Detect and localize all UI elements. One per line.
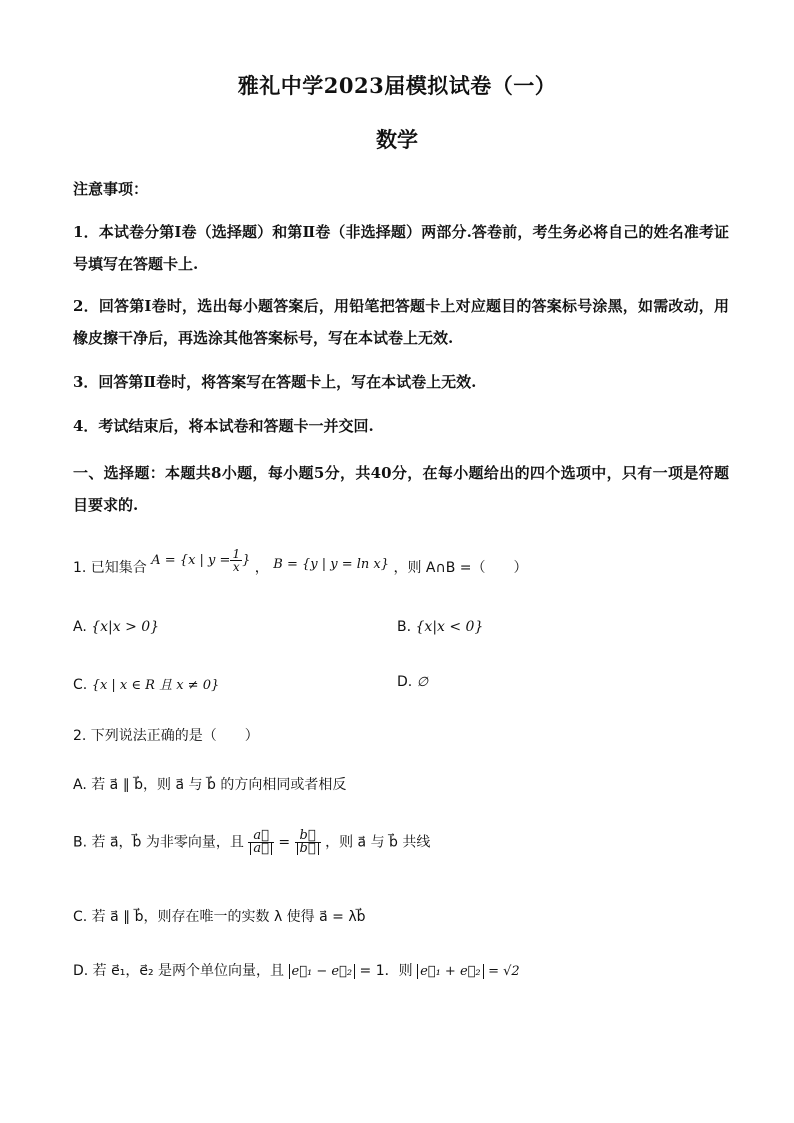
q2-option-a: A. 若 a⃗ ∥ b⃗，则 a⃗ 与 b⃗ 的方向相同或者相反 <box>73 777 347 793</box>
notice-item-4: 4．考试结束后，将本试卷和答题卡一并交回. <box>73 417 374 435</box>
notice-heading: 注意事项： <box>73 180 149 198</box>
q1-set-a: A = {x | y = $\frac{1}{x}$ } <box>151 547 251 574</box>
notice-item-2: 2．回答第Ⅰ卷时，选出每小题答案后，用铅笔把答题卡上对应题目的答案标号涂黑，如需改动，用橡皮擦干净后，再选涂其他答案标号，写在本试卷上无效. <box>73 297 729 347</box>
notice-item-3: 3．回答第Ⅱ卷时，将答案写在答题卡上，写在本试卷上无效. <box>73 373 477 391</box>
q1-fraction: $\frac{1}{x}$ <box>232 547 241 574</box>
q1-option-b: B. {x|x < 0} <box>397 619 484 635</box>
q1-suffix: ，则 A∩B =（ ） <box>393 560 528 576</box>
q2-option-b: B. 若 a⃗，b⃗ 为非零向量，且 $\frac{a⃗}{a⃗}$ = $\frac{b⃗}{b⃗}$ ，则 a⃗ 与 b⃗ 共线 <box>73 828 431 856</box>
q1-option-d: D. ∅ <box>397 674 429 690</box>
q2-fraction-a: $\frac{a⃗}{a⃗}$ <box>248 830 274 855</box>
page-title: 雅礼中学2023届模拟试卷（一） <box>237 73 557 98</box>
q1-prefix: 1. 已知集合 <box>73 560 147 576</box>
question-2: 2. 下列说法正确的是（ ） <box>73 728 259 744</box>
section-heading: 一、选择题：本题共8小题，每小题5分，共40分，在每小题给出的四个选项中，只有一项是符题目要求的. <box>73 464 729 514</box>
q2-option-d: D. 若 e⃗₁，e⃗₂ 是两个单位向量，且 e⃗₁ − e⃗₂ = 1．则 e⃗₁ + e⃗₂ = √2 <box>73 963 520 979</box>
q1-option-c: C. {x | x ∈ R 且 x ≠ 0} <box>73 677 220 693</box>
q1-set-b: B = {y | y = ln x} <box>273 557 390 572</box>
q2-abs-sum: e⃗₁ + e⃗₂ <box>417 964 484 979</box>
notice-item-1: 1．本试卷分第Ⅰ卷（选择题）和第Ⅱ卷（非选择题）两部分.答卷前，考生务必将自己的姓名准考证号填写在答题卡上. <box>73 223 729 273</box>
question-1: 1. 已知集合 A = {x | y = $\frac{1}{x}$ } ， B = {y | y = ln x} ，则 A∩B =（ ） <box>73 547 528 576</box>
subject-title: 数学 <box>376 127 418 152</box>
q2-fraction-b: $\frac{b⃗}{b⃗}$ <box>295 830 321 855</box>
q1-option-a: A. {x|x > 0} <box>73 619 160 635</box>
q2-abs-diff: e⃗₁ − e⃗₂ <box>289 964 356 979</box>
q2-option-c: C. 若 a⃗ ∥ b⃗，则存在唯一的实数 λ 使得 a⃗ = λb⃗ <box>73 909 366 925</box>
